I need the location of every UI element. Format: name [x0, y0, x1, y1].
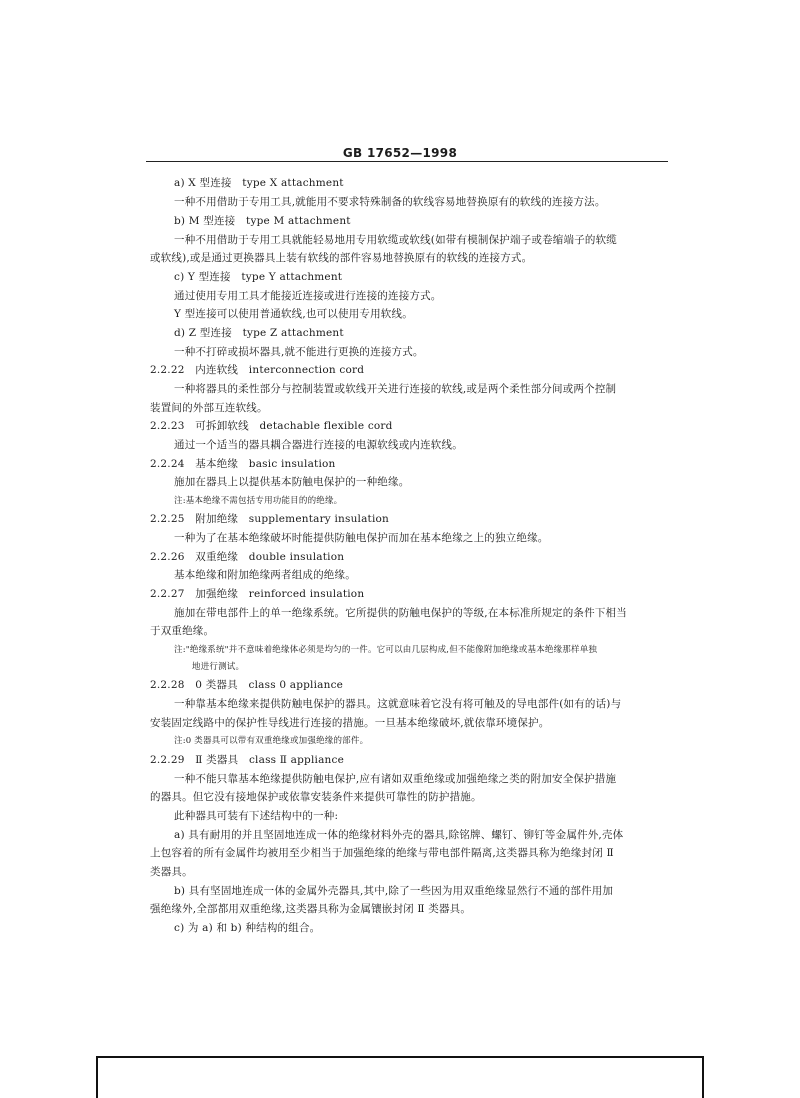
clause-2-2-29-item-a: a) 具有耐用的并且坚固地连成一体的绝缘材料外壳的器具,除铭牌、螺钉、铆钉等金属件外,壳体	[174, 829, 624, 841]
clause-2-2-27-heading: 2.2.27 加强绝缘 reinforced insulation	[150, 588, 365, 600]
item-z-attachment-text: 一种不打碎或损坏器具,就不能进行更换的连接方式。	[174, 346, 424, 358]
page-header: GB 17652—1998	[342, 146, 458, 160]
clause-2-2-29-item-b-cont: 强绝缘外,全部都用双重绝缘,这类器具称为金属镶嵌封闭 Ⅱ 类器具。	[150, 903, 472, 915]
clause-2-2-29-item-b: b) 具有坚固地连成一体的金属外壳器具,其中,除了一些因为用双重绝缘显然行不通的部件用加	[174, 885, 614, 897]
clause-2-2-29-item-a-cont: 上包容着的所有金属件均被用至少相当于加强绝缘的绝缘与带电部件隔离,这类器具称为绝缘封闭 Ⅱ	[150, 847, 614, 859]
clause-2-2-26-text: 基本绝缘和附加绝缘两者组成的绝缘。	[174, 569, 356, 581]
clause-2-2-28-note: 注:0 类器具可以带有双重绝缘或加强绝缘的部件。	[174, 736, 369, 746]
clause-2-2-23-heading: 2.2.23 可拆卸软线 detachable flexible cord	[150, 420, 393, 432]
clause-2-2-24-text: 施加在器具上以提供基本防触电保护的一种绝缘。	[174, 476, 410, 488]
bottom-frame	[96, 1056, 704, 1098]
clause-2-2-24-note: 注:基本绝缘不需包括专用功能目的的绝缘。	[174, 496, 343, 506]
item-z-attachment-heading: d) Z 型连接 type Z attachment	[174, 327, 344, 339]
clause-2-2-28-heading: 2.2.28 0 类器具 class 0 appliance	[150, 679, 344, 691]
clause-2-2-27-text-cont: 于双重绝缘。	[150, 625, 215, 637]
clause-2-2-29-heading: 2.2.29 Ⅱ 类器具 class Ⅱ appliance	[150, 754, 344, 766]
clause-2-2-27-note-cont: 地进行测试。	[192, 662, 245, 672]
clause-2-2-22-heading: 2.2.22 内连软线 interconnection cord	[150, 364, 365, 376]
item-x-attachment-heading: a) X 型连接 type X attachment	[174, 177, 344, 189]
clause-2-2-27-note: 注:"绝缘系统"并不意味着绝缘体必须是均匀的一件。它可以由几层构成,但不能像附加绝缘或基本绝缘那样单独	[174, 645, 598, 655]
item-m-attachment-text-cont: 或软线),或是通过更换器具上装有软线的部件容易地替换原有的软线的连接方式。	[150, 252, 533, 264]
clause-2-2-23-text: 通过一个适当的器具耦合器进行连接的电源软线或内连软线。	[174, 439, 463, 451]
clause-2-2-29-structures-intro: 此种器具可装有下述结构中的一种:	[174, 810, 339, 822]
clause-2-2-28-text-cont: 安装固定线路中的保护性导线进行连接的措施。一旦基本绝缘破坏,就依靠环境保护。	[150, 717, 550, 729]
clause-2-2-29-item-c: c) 为 a) 和 b) 种结构的组合。	[174, 922, 321, 934]
clause-2-2-29-item-a-end: 类器具。	[150, 866, 193, 878]
clause-2-2-25-text: 一种为了在基本绝缘破坏时能提供防触电保护而加在基本绝缘之上的独立绝缘。	[174, 532, 549, 544]
clause-2-2-28-text: 一种靠基本绝缘来提供防触电保护的器具。这就意味着它没有将可触及的导电部件(如有的话)与	[174, 698, 622, 710]
clause-2-2-27-text: 施加在带电部件上的单一绝缘系统。它所提供的防触电保护的等级,在本标准所规定的条件下相当	[174, 607, 627, 619]
clause-2-2-29-text: 一种不能只靠基本绝缘提供防触电保护,应有诸如双重绝缘或加强绝缘之类的附加安全保护措施	[174, 773, 617, 785]
item-x-attachment-text: 一种不用借助于专用工具,就能用不要求特殊制备的软线容易地替换原有的软线的连接方法。	[174, 196, 606, 208]
clause-2-2-22-text: 一种将器具的柔性部分与控制装置或软线开关进行连接的软线,或是两个柔性部分间或两个控制	[174, 383, 617, 395]
item-m-attachment-text: 一种不用借助于专用工具就能轻易地用专用软缆或软线(如带有模制保护端子或卷缩端子的软缆	[174, 234, 617, 246]
header-rule	[146, 161, 668, 162]
clause-2-2-26-heading: 2.2.26 双重绝缘 double insulation	[150, 551, 345, 563]
clause-2-2-25-heading: 2.2.25 附加绝缘 supplementary insulation	[150, 513, 390, 525]
clause-2-2-22-text-cont: 装置间的外部互连软线。	[150, 402, 268, 414]
item-y-attachment-heading: c) Y 型连接 type Y attachment	[174, 271, 343, 283]
item-y-attachment-text: 通过使用专用工具才能接近连接或进行连接的连接方式。	[174, 290, 442, 302]
clause-2-2-29-text-cont: 的器具。但它没有接地保护或依靠安装条件来提供可靠性的防护措施。	[150, 791, 482, 803]
clause-2-2-24-heading: 2.2.24 基本绝缘 basic insulation	[150, 458, 336, 470]
item-m-attachment-heading: b) M 型连接 type M attachment	[174, 215, 351, 227]
item-y-attachment-text-2: Y 型连接可以使用普通软线,也可以使用专用软线。	[174, 308, 413, 320]
